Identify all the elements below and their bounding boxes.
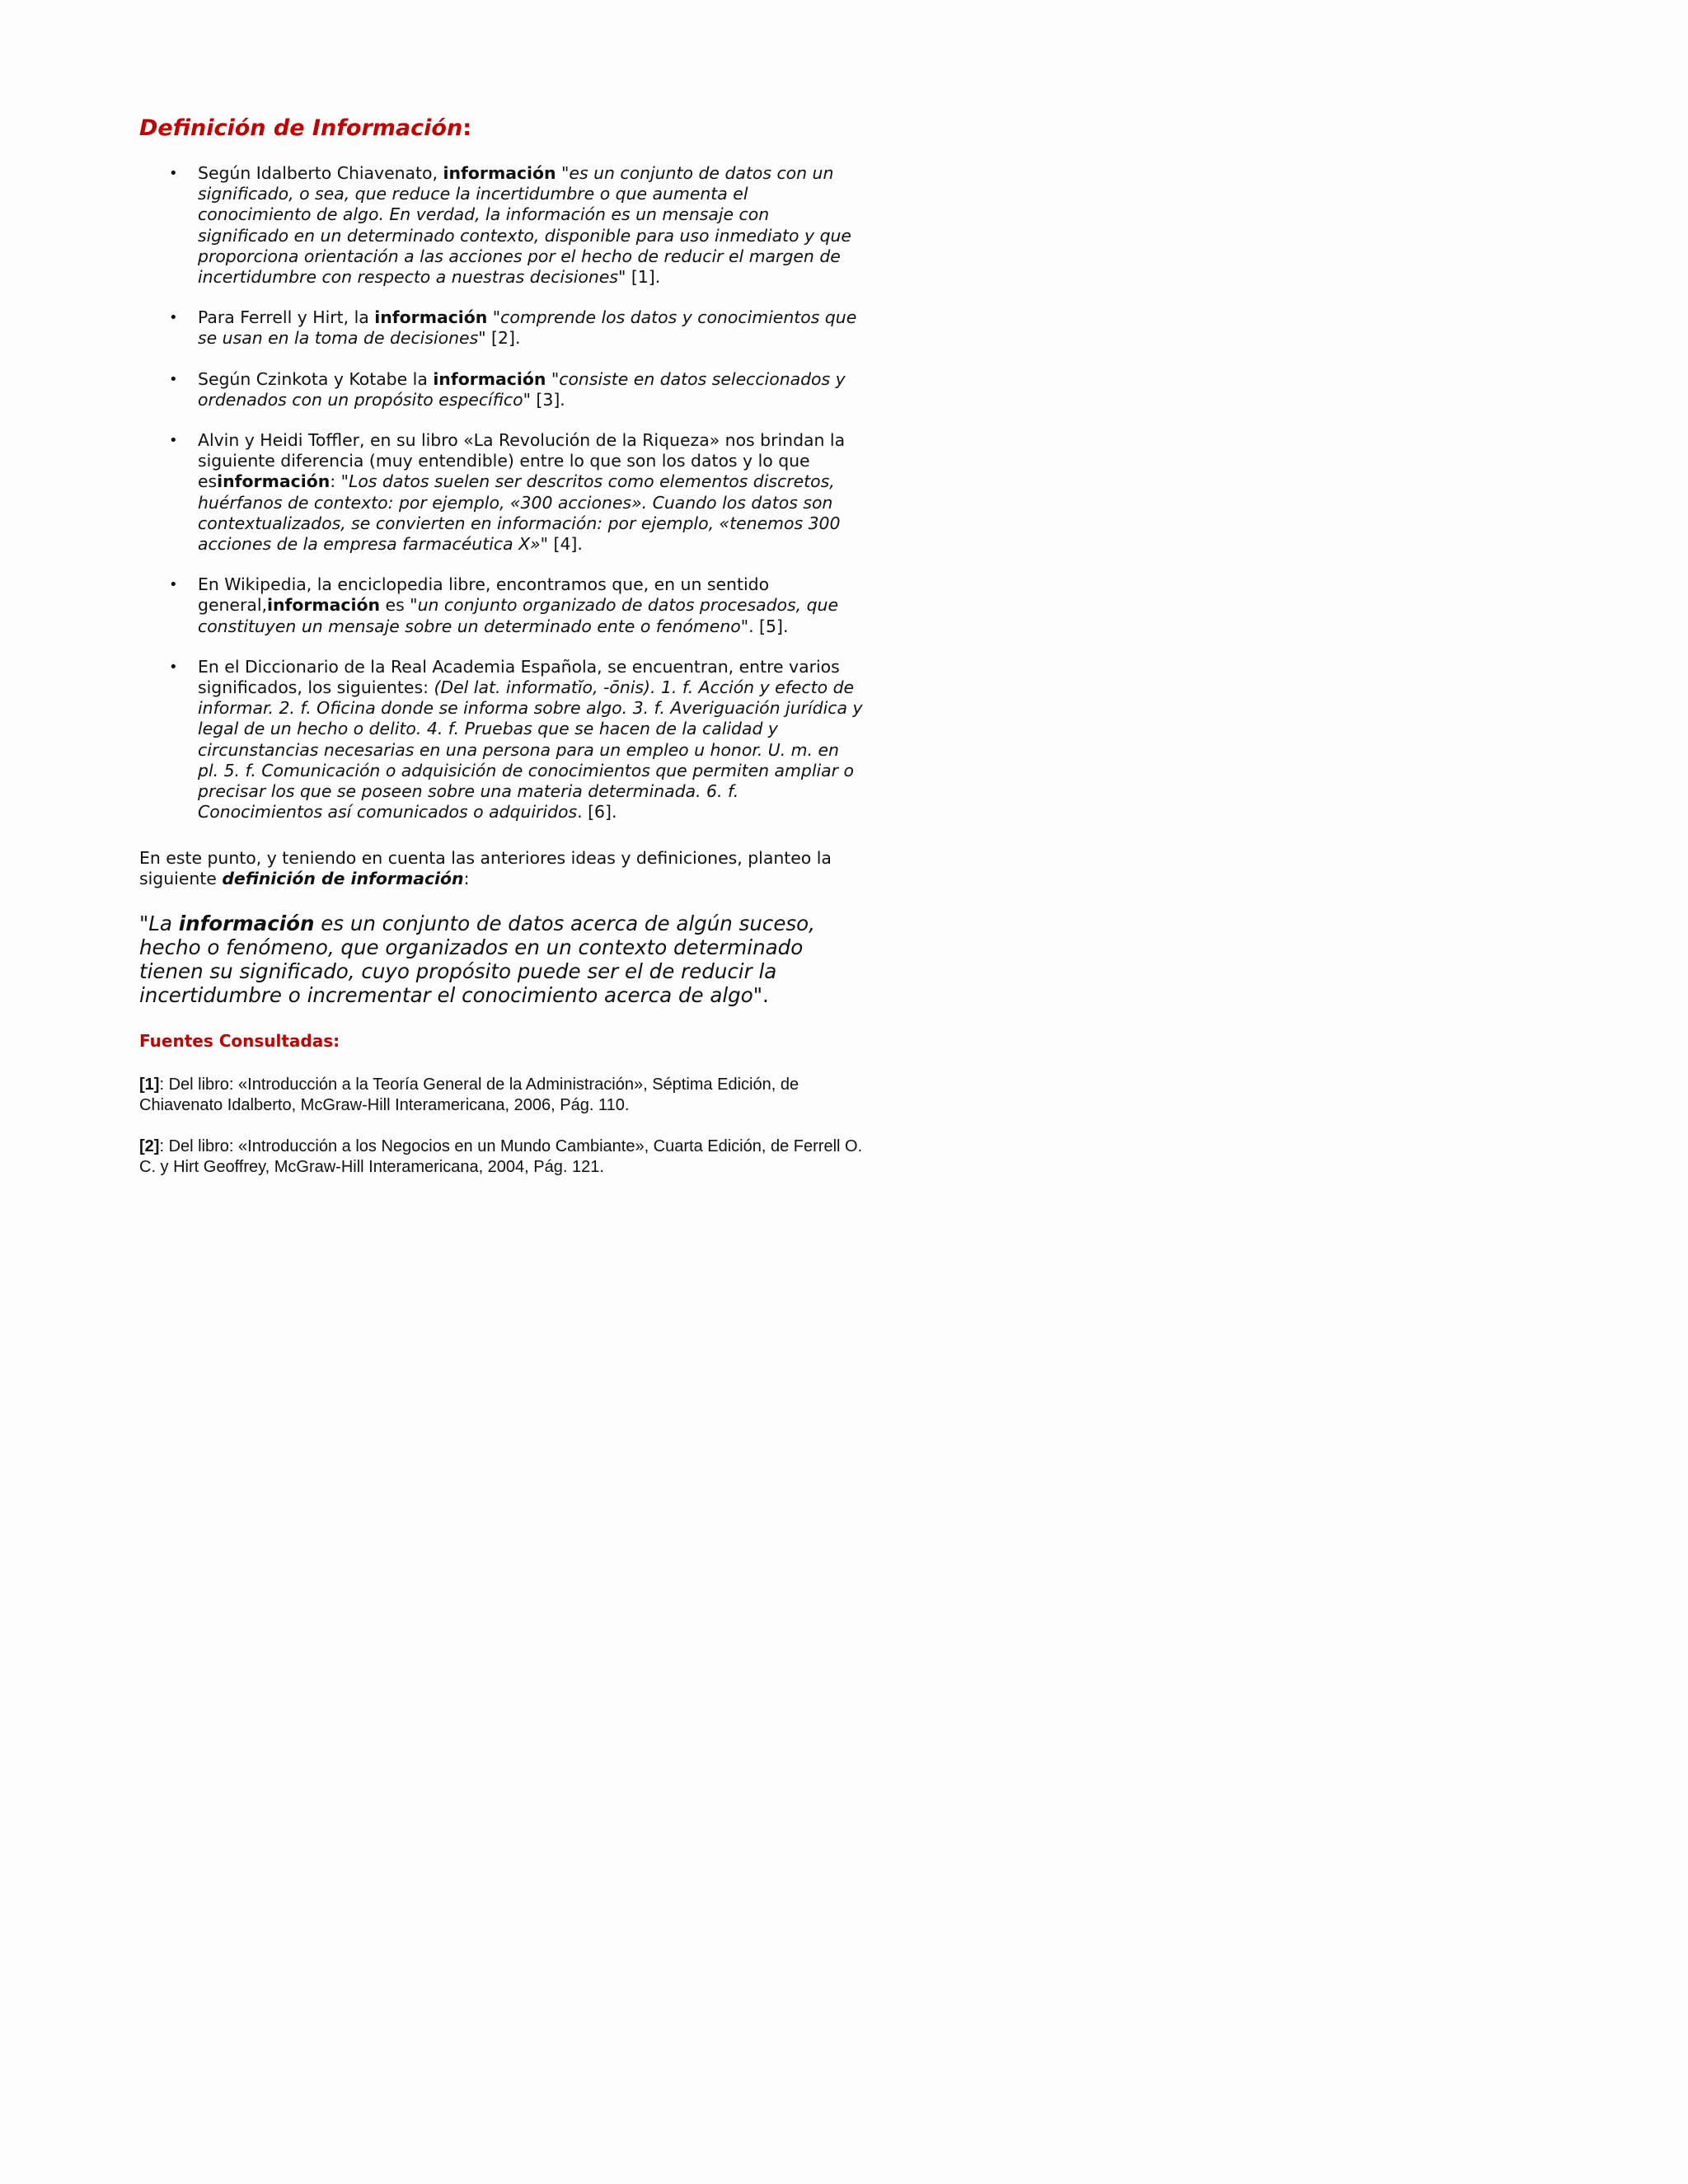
- intro-colon: :: [463, 869, 470, 889]
- item-text: Para Ferrell y Hirt, la: [198, 307, 375, 328]
- item-quote: (Del lat. informatĭo, -ōnis). 1. f. Acción y efecto de informar. 2. f. Oficina donde se informa sobre algo. 3. f. Averiguación jurídica y legal de un hecho o delito. 4. f. Pruebas que se hacen de la calidad y circunstancias necesarias en una persona para un empleo u honor. U. m. en pl. 5. f. Comunicación o adquisición de conocimientos que permiten ampliar o precisar los que se poseen sobre una materia determinada. 6. f. Conocimientos así comunicados o adquiridos: [198, 677, 863, 823]
- item-text: En Wikipedia, la enciclopedia libre, encontramos que, en un sentido general,: [198, 574, 770, 616]
- item-quote: Los datos suelen ser descritos como elementos discretos, huérfanos de contexto: por ejemplo, «300 acciones». Cuando los datos son contextualizados, se convierten en información: por ejemplo, «tenemos 300 acciones de la empresa farmacéutica X»: [198, 471, 841, 555]
- reference-text: : Del libro: «Introducción a los Negocios en un Mundo Cambiante», Cuarta Edición, de Ferrell O. C. y Hirt Geoffrey, McGraw-Hill Interamericana, 2004, Pág. 121.: [139, 1137, 863, 1176]
- list-item: [139, 307, 865, 349]
- item-citation: " [3].: [523, 389, 565, 410]
- page-title: [139, 114, 471, 143]
- definitions-list: [139, 163, 865, 842]
- title-text: Definición de Información: [139, 115, 463, 141]
- item-citation: [2].: [485, 328, 521, 349]
- bullet-icon: •: [169, 658, 178, 676]
- item-quote: "es un conjunto de datos con un significado, o sea, que reduce la incertidumbre o que aumenta el conocimiento de algo. En verdad, la información es un mensaje con significado en un determinado contexto, disponible para uso inmediato y que proporciona orientación a las acciones por el hecho de reducir el margen de incertidumbre con respecto a nuestras decisiones": [198, 163, 851, 288]
- intro-emphasis: definición de información: [222, 869, 464, 889]
- item-text: Según Czinkota y Kotabe la: [198, 368, 434, 389]
- item-text: Alvin y Heidi Toffler, en su libro «La Revolución de la Riqueza» nos brindan la siguiente diferencia (muy entendible) entre lo que son los datos y lo que es: [198, 430, 846, 492]
- list-item: [139, 574, 865, 637]
- reference-label: [1]: [139, 1076, 160, 1094]
- item-quote: un conjunto organizado de datos procesados, que constituyen un mensaje sobre un determinado ente o fenómeno: [198, 595, 839, 636]
- bullet-icon: •: [169, 576, 178, 594]
- item-keyword: información: [374, 307, 488, 328]
- item-text: es ": [380, 595, 418, 616]
- reference-item: [139, 1137, 865, 1178]
- item-keyword: información: [217, 471, 331, 492]
- item-text: Según Idalberto Chiavenato,: [198, 163, 443, 183]
- intro-text: En este punto, y teniendo en cuenta las anteriores ideas y definiciones, planteo la siguiente: [139, 848, 832, 889]
- definition-close-quote: ".: [753, 983, 769, 1007]
- item-quote: consiste en datos seleccionados y ordenados con un propósito específico: [198, 368, 846, 410]
- document-page: [0, 0, 999, 1292]
- reference-item: [139, 1075, 865, 1116]
- list-item: [139, 369, 865, 410]
- intro-paragraph: [139, 848, 865, 889]
- item-text: : ": [330, 471, 349, 492]
- definition-text: La: [148, 912, 179, 935]
- definition-text: es un conjunto de datos acerca de algún suceso, hecho o fenómeno, que organizados en un contexto determinado tienen su significado, cuyo propósito puede ser el de reducir la incertidumbre o incrementar el conocimiento acerca de algo: [139, 912, 815, 1007]
- definition-open-quote: ": [139, 912, 149, 935]
- bullet-icon: •: [169, 432, 178, 450]
- definition-keyword: información: [178, 912, 315, 935]
- item-text: ": [546, 368, 560, 389]
- bullet-icon: •: [169, 370, 178, 388]
- item-keyword: información: [433, 368, 546, 389]
- list-item: [139, 657, 865, 823]
- item-citation: [1].: [626, 267, 661, 288]
- sources-heading: Fuentes Consultadas:: [139, 1031, 340, 1051]
- item-keyword: información: [443, 163, 556, 183]
- title-colon: :: [462, 115, 471, 141]
- reference-label: [2]: [139, 1137, 160, 1155]
- item-citation: . [6].: [577, 802, 617, 823]
- list-item: [139, 430, 865, 555]
- reference-text: : Del libro: «Introducción a la Teoría General de la Administración», Séptima Edición, de Chiavenato Idalberto, McGraw-Hill Interamericana, 2006, Pág. 110.: [139, 1076, 799, 1114]
- list-item: [139, 163, 865, 288]
- item-quote: "comprende los datos y conocimientos que se usan en la toma de decisiones": [198, 307, 857, 349]
- item-citation: " [4].: [540, 534, 583, 555]
- bullet-icon: •: [169, 309, 178, 327]
- bullet-icon: •: [169, 165, 178, 182]
- item-text: En el Diccionario de la Real Academia Española, se encuentran, entre varios significados, los siguientes:: [198, 656, 840, 698]
- definition-quote: [139, 912, 865, 1007]
- item-citation: ". [5].: [740, 616, 789, 636]
- item-keyword: información: [266, 595, 381, 616]
